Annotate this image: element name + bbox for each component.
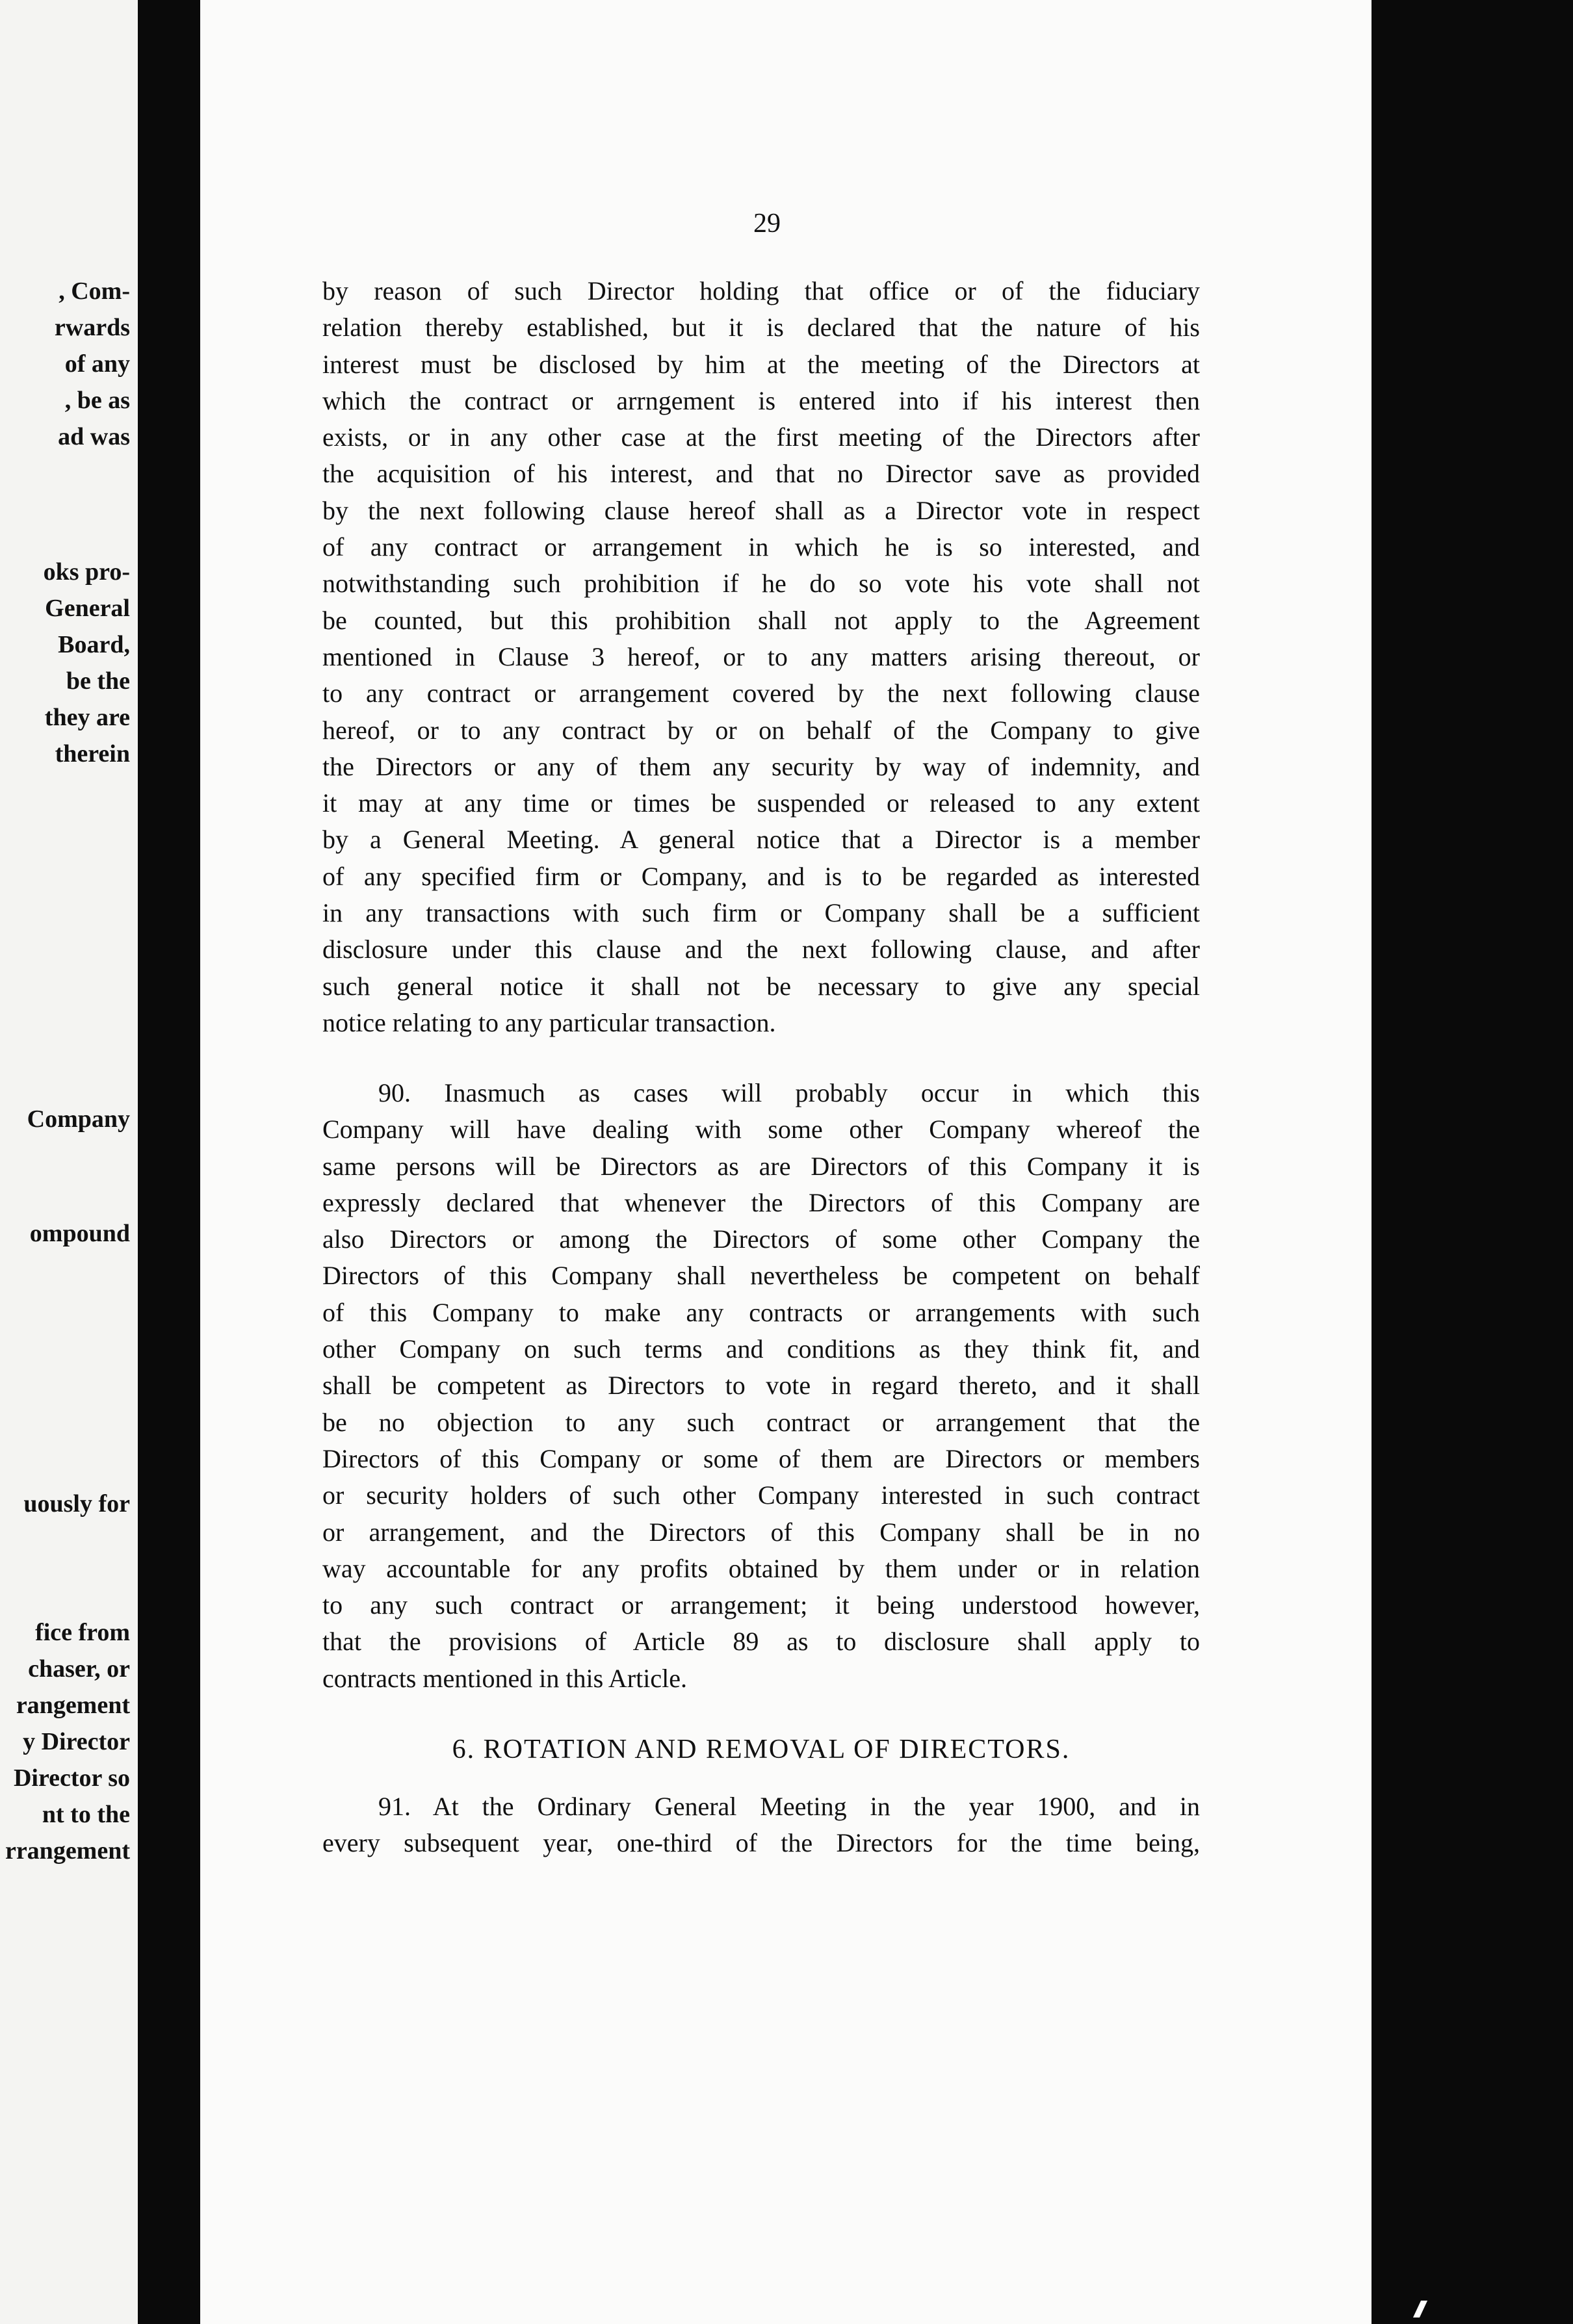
text-line: expressly declared that whenever the Directors of this Company are [322, 1187, 1200, 1217]
text-line: disclosure under this clause and the next following clause, and after [322, 935, 1200, 964]
article-91 [322, 1788, 1200, 1862]
text-line: also Directors or among the Directors of some other Company the [322, 1224, 1200, 1254]
text-line: it may at any time or times be suspended or released to any extent [322, 788, 1200, 818]
text-line: every subsequent year, one-third of the Directors for the time being, [322, 1828, 1200, 1858]
text-line: the acquisition of his interest, and that no Director save as provided [322, 459, 1200, 489]
text-line: hereof, or to any contract by or on behalf of the Company to give [322, 715, 1200, 745]
text-line: such general notice it shall not be necessary to give any special [322, 971, 1200, 1001]
book-gutter [138, 0, 200, 2324]
margin-line: , be as [64, 387, 130, 414]
margin-line: chaser, or [28, 1655, 130, 1683]
margin-line: uously for [23, 1490, 130, 1517]
margin-line: be the [66, 667, 130, 695]
margin-line: Board, [58, 631, 130, 658]
margin-line: of any [64, 350, 130, 378]
text-line: notice relating to any particular transaction. [322, 1007, 776, 1037]
text-line: to any such contract or arrangement; it being understood however, [322, 1590, 1200, 1620]
text-line: Directors of this Company shall nevertheless be competent on behalf [322, 1261, 1200, 1291]
text-line: shall be competent as Directors to vote in regard thereto, and it shall [322, 1371, 1200, 1401]
margin-line: y Director [23, 1728, 130, 1755]
section-heading: 6. ROTATION AND REMOVAL OF DIRECTORS. [452, 1735, 1071, 1764]
text-line: be counted, but this prohibition shall not apply to the Agreement [322, 605, 1200, 635]
margin-line: nt to the [42, 1801, 130, 1828]
paragraph-continued [322, 273, 1200, 1041]
text-line: which the contract or arrngement is entered into if his interest then [322, 385, 1200, 415]
text-line: 91. At the Ordinary General Meeting in the year 1900, and in [378, 1792, 1200, 1821]
text-line: of any contract or arrangement in which he is so interested, and [322, 532, 1200, 562]
text-line: same persons will be Directors as are Directors of this Company it is [322, 1151, 1200, 1181]
scan-border [1372, 0, 1573, 2324]
text-line: way accountable for any profits obtained by them under or in relation [322, 1553, 1200, 1583]
text-line: contracts mentioned in this Article. [322, 1663, 687, 1693]
margin-line: therein [55, 740, 130, 768]
text-line: exists, or in any other case at the first meeting of the Directors after [322, 422, 1200, 452]
text-line: by the next following clause hereof shall as a Director vote in respect [322, 495, 1200, 525]
text-line: of this Company to make any contracts or arrangements with such [322, 1297, 1200, 1327]
margin-line: ad was [58, 423, 130, 450]
text-line: that the provisions of Article 89 as to disclosure shall apply to [322, 1627, 1200, 1657]
text-line: to any contract or arrangement covered by the next following clause [322, 678, 1200, 708]
text-line: of any specified firm or Company, and is to be regarded as interested [322, 861, 1200, 891]
margin-line: they are [44, 704, 130, 731]
text-line: other Company on such terms and conditions as they think fit, and [322, 1334, 1200, 1364]
text-line: 90. Inasmuch as cases will probably occur in which this [378, 1078, 1200, 1107]
page-number: 29 [753, 209, 781, 239]
margin-line: ompound [29, 1220, 130, 1247]
text-line: relation thereby established, but it is declared that the nature of his [322, 313, 1200, 342]
article-90 [322, 1075, 1200, 1697]
text-line: Company will have dealing with some other Company whereof the [322, 1115, 1200, 1144]
text-line: by a General Meeting. A general notice that a Director is a member [322, 825, 1200, 855]
text-line: be no objection to any such contract or arrangement that the [322, 1407, 1200, 1437]
margin-line: rangement [16, 1692, 130, 1719]
margin-line: Director so [13, 1764, 130, 1792]
margin-line: fice from [35, 1619, 130, 1646]
text-line: interest must be disclosed by him at the meeting of the Directors at [322, 349, 1200, 379]
text-line: notwithstanding such prohibition if he do so vote his vote shall not [322, 569, 1200, 599]
margin-line: rrangement [5, 1837, 130, 1865]
text-line: by reason of such Director holding that office or of the fiduciary [322, 276, 1200, 305]
text-line: in any transactions with such firm or Company shall be a sufficient [322, 898, 1200, 928]
text-line: Directors of this Company or some of them are Directors or members [322, 1443, 1200, 1473]
text-line: the Directors or any of them any security by way of indemnity, and [322, 751, 1200, 781]
text-line: or arrangement, and the Directors of this Company shall be in no [322, 1517, 1200, 1547]
text-line: mentioned in Clause 3 hereof, or to any matters arising thereout, or [322, 641, 1200, 671]
margin-line: Company [27, 1105, 130, 1133]
margin-line: General [45, 595, 130, 622]
margin-line: rwards [54, 314, 130, 341]
text-line: or security holders of such other Company interested in such contract [322, 1480, 1200, 1510]
margin-line: , Com- [58, 278, 130, 305]
left-page-fragment [0, 0, 138, 2324]
margin-line: oks pro- [43, 558, 130, 586]
